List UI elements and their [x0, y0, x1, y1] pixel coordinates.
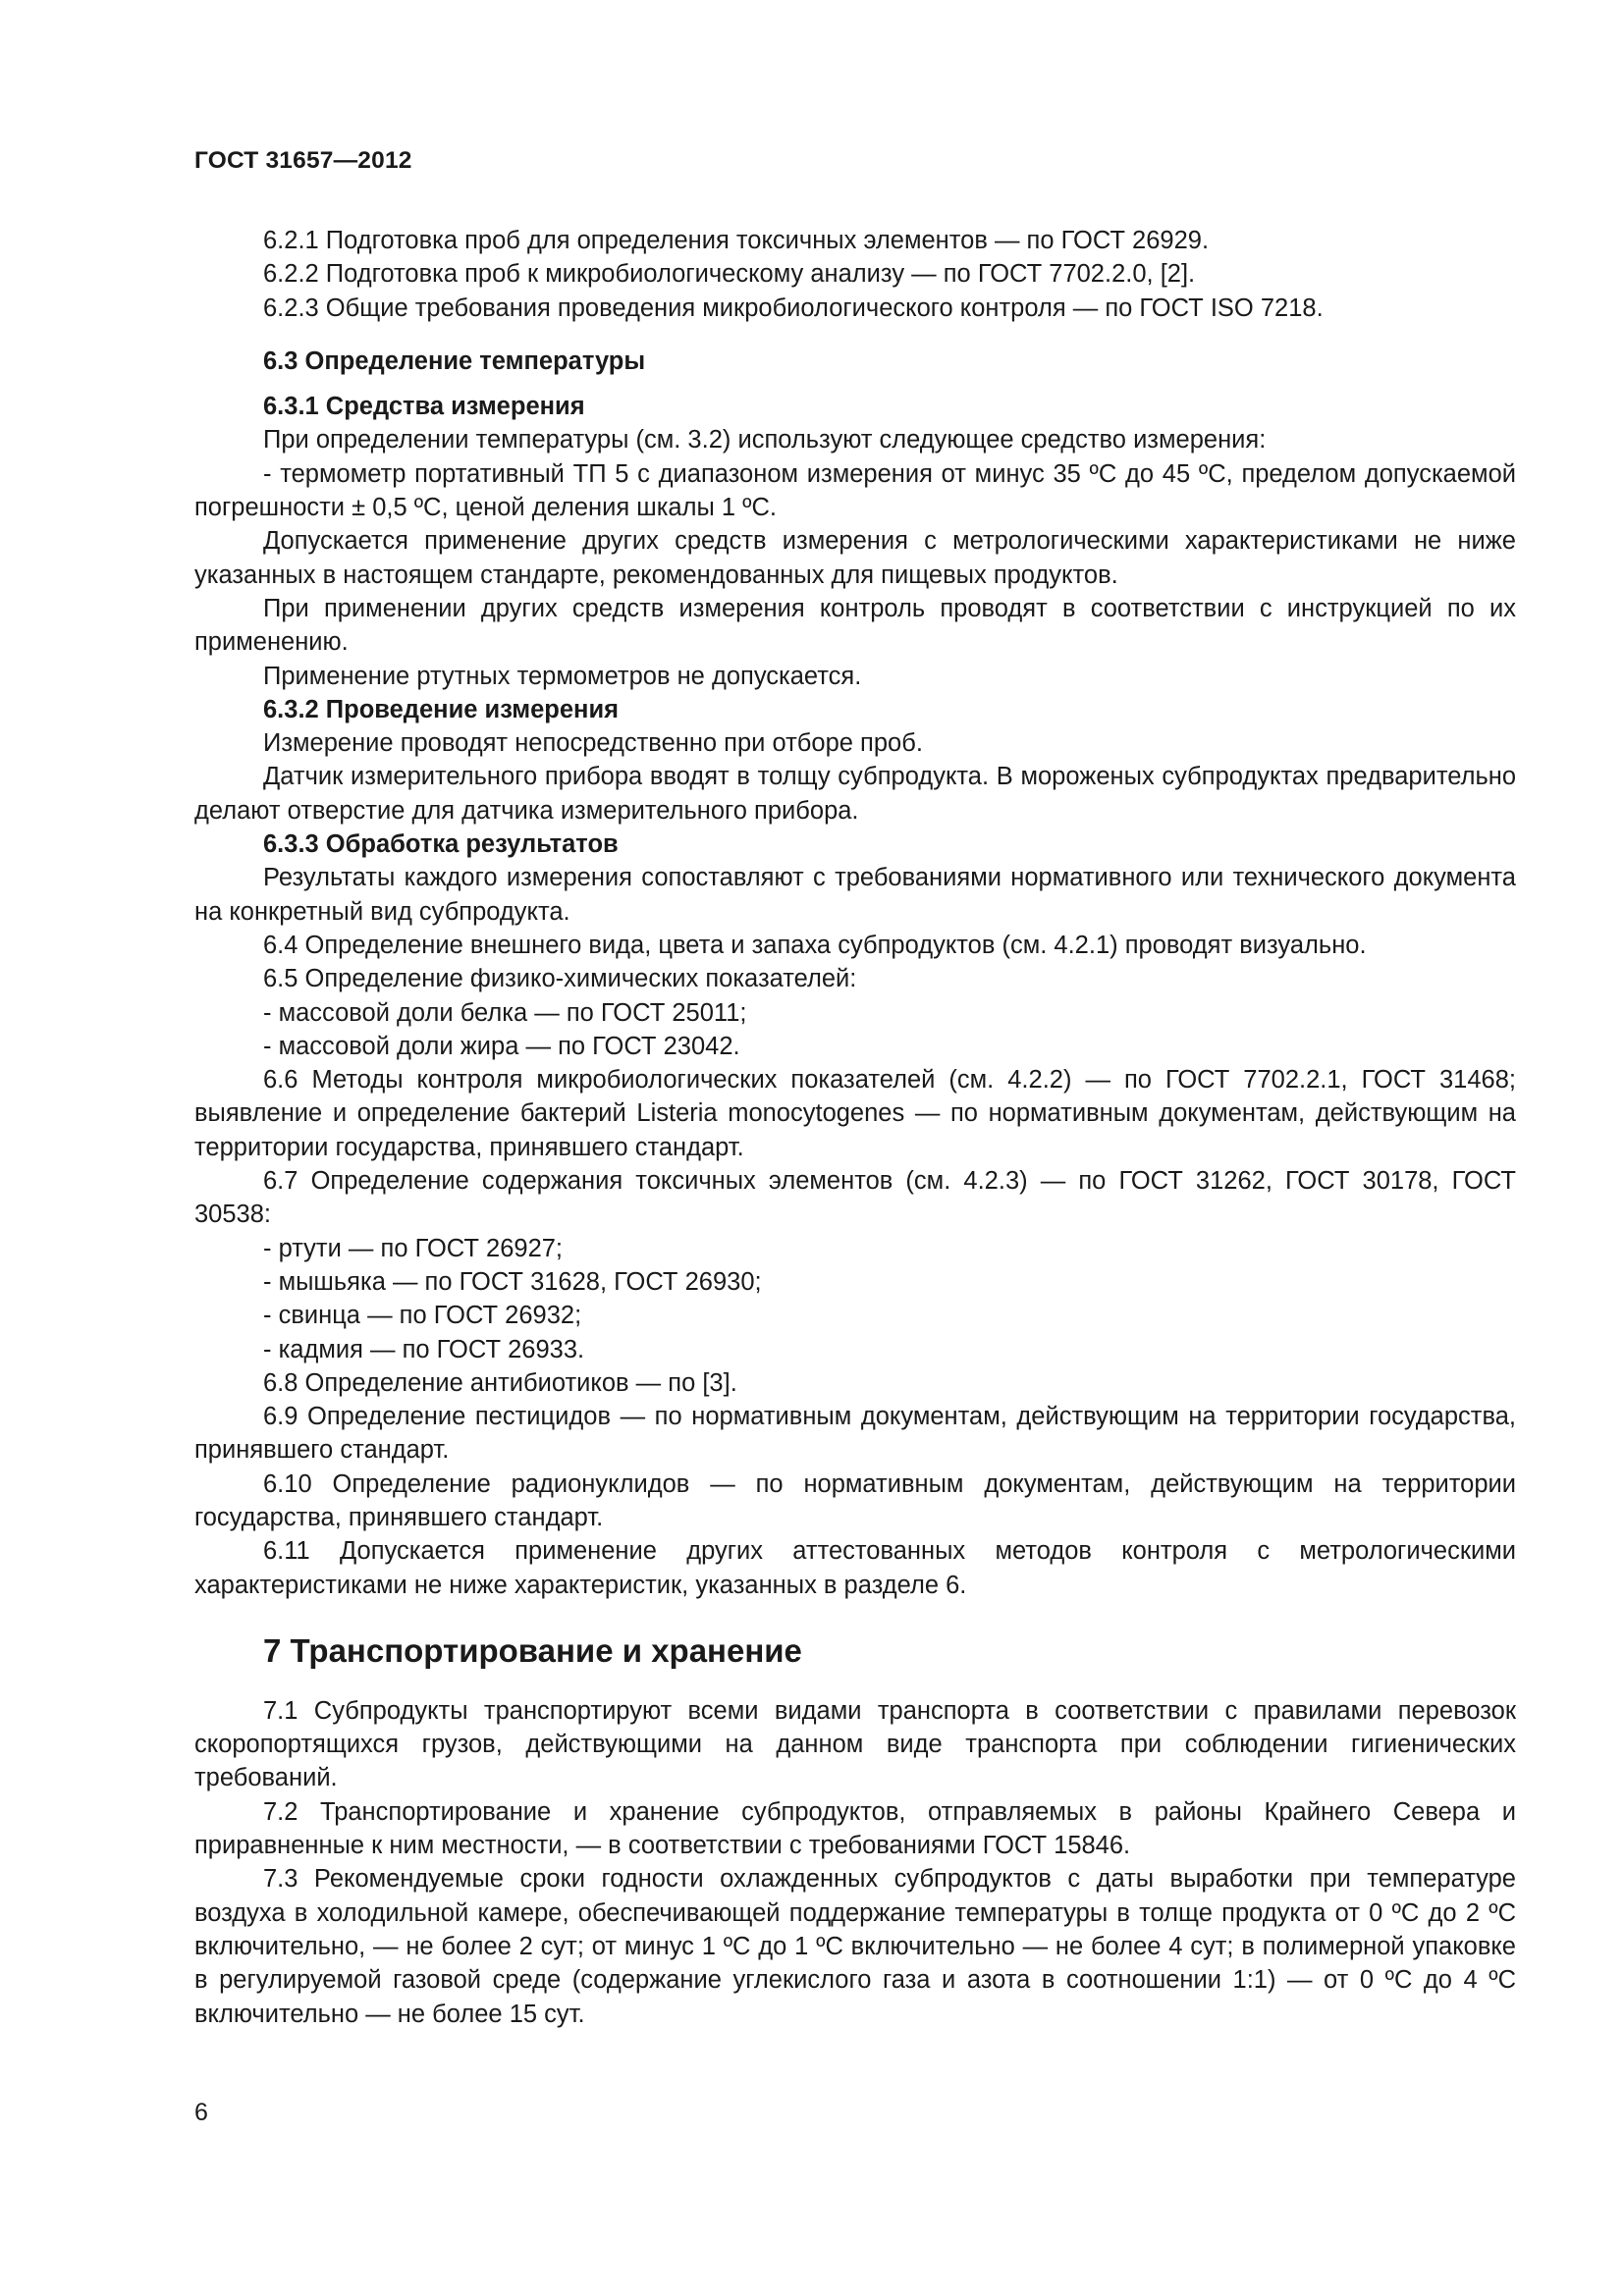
paragraph-6-2-2: 6.2.2 Подготовка проб к микробиологическому анализу — по ГОСТ 7702.2.0, [2]. — [263, 260, 1196, 289]
document-header: ГОСТ 31657—2012 — [194, 147, 412, 174]
paragraph-6-8: 6.8 Определение антибиотиков — по [3]. — [263, 1368, 737, 1397]
paragraph-6-6: 6.6 Методы контроля микробиологических показателей (см. 4.2.2) — по ГОСТ 7702.2.1, ГОСТ 31468; выявление и определение бактерий Listeria monocytogenes — по нормативным документам, действующим на территории государства, принявшего стандарт. — [194, 1066, 1516, 1161]
heading-6-3-2: 6.3.2 Проведение измерения — [263, 695, 619, 723]
paragraph-6-3-1-b: - термометр портативный ТП 5 с диапазоном измерения от минус 35 ºС до 45 ºС, пределом допускаемой погрешности ± 0,5 ºС, ценой деления шкалы 1 ºС. — [194, 459, 1516, 522]
heading-6-3: 6.3 Определение температуры — [263, 347, 646, 375]
list-item-6-7-a: - ртути — по ГОСТ 26927; — [263, 1234, 564, 1262]
paragraph-6-4: 6.4 Определение внешнего вида, цвета и запаха субпродуктов (см. 4.2.1) проводят визуально. — [263, 931, 1367, 959]
page-number: 6 — [194, 2099, 208, 2126]
paragraph-6-7: 6.7 Определение содержания токсичных элементов (см. 4.2.3) — по ГОСТ 31262, ГОСТ 30178, ГОСТ 30538: — [194, 1167, 1516, 1229]
paragraph-6-3-1-c: Допускается применение других средств измерения с метрологическими характеристиками не ниже указанных в настоящем стандарте, рекомендованных для пищевых продуктов. — [194, 527, 1516, 589]
list-item-6-7-b: - мышьяка — по ГОСТ 31628, ГОСТ 26930; — [263, 1267, 762, 1296]
paragraph-6-2-1: 6.2.1 Подготовка проб для определения токсичных элементов — по ГОСТ 26929. — [263, 227, 1210, 254]
paragraph-6-3-1-d: При применении других средств измерения контроль проводят в соответствии с инструкцией по их применению. — [194, 594, 1516, 657]
section-title-7: 7 Транспортирование и хранение — [263, 1631, 802, 1669]
document-body — [194, 224, 1516, 2031]
paragraph-6-2-3: 6.2.3 Общие требования проведения микробиологического контроля — по ГОСТ ISO 7218. — [263, 294, 1324, 322]
paragraph-6-3-1-a: При определении температуры (см. 3.2) используют следующее средство измерения: — [263, 426, 1267, 454]
heading-6-3-1: 6.3.1 Средства измерения — [263, 393, 585, 421]
list-item-6-7-d: - кадмия — по ГОСТ 26933. — [263, 1335, 585, 1363]
paragraph-6-9: 6.9 Определение пестицидов — по нормативным документам, действующим на территории государства, принявшего стандарт. — [194, 1403, 1516, 1465]
paragraph-6-3-1-e: Применение ртутных термометров не допускается. — [263, 662, 862, 690]
list-item-6-5-a: - массовой доли белка — по ГОСТ 25011; — [263, 998, 747, 1027]
paragraph-6-5: 6.5 Определение физико-химических показателей: — [263, 965, 857, 993]
paragraph-7-3: 7.3 Рекомендуемые сроки годности охлажденных субпродуктов с даты выработки при температуре воздуха в холодильной камере, обеспечивающей поддержание температуры в толще продукта от 0 ºС до 2 ºС включительно, — не более 2 сут; от минус 1 ºС до 1 ºС включительно — не более 4 сут; в полимерной упаковке в регулируемой газовой среде (содержание углекислого газа и азота в соотношении 1:1) — от 0 ºС до 4 ºС включительно — не более 15 сут. — [194, 1865, 1516, 2028]
paragraph-7-1: 7.1 Субпродукты транспортируют всеми видами транспорта в соответствии с правилами перевозок скоропортящихся грузов, действующими на данном виде транспорта при соблюдении гигиенических требований. — [194, 1696, 1516, 1792]
paragraph-6-3-2-b: Датчик измерительного прибора вводят в толщу субпродукта. В мороженых субпродуктах предварительно делают отверстие для датчика измерительного прибора. — [194, 763, 1516, 825]
paragraph-6-10: 6.10 Определение радионуклидов — по нормативным документам, действующим на территории государства, принявшего стандарт. — [194, 1469, 1516, 1531]
paragraph-6-11: 6.11 Допускается применение других аттестованных методов контроля с метрологическими характеристиками не ниже характеристик, указанных в разделе 6. — [194, 1537, 1516, 1599]
paragraph-7-2: 7.2 Транспортирование и хранение субпродуктов, отправляемых в районы Крайнего Севера и приравненные к ним местности, — в соответствии с требованиями ГОСТ 15846. — [194, 1797, 1516, 1860]
paragraph-6-3-3-a: Результаты каждого измерения сопоставляют с требованиями нормативного или технического документа на конкретный вид субпродукта. — [194, 864, 1516, 926]
paragraph-6-3-2-a: Измерение проводят непосредственно при отборе проб. — [263, 729, 923, 758]
heading-6-3-3: 6.3.3 Обработка результатов — [263, 830, 619, 859]
list-item-6-5-b: - массовой доли жира — по ГОСТ 23042. — [263, 1032, 740, 1060]
list-item-6-7-c: - свинца — по ГОСТ 26932; — [263, 1302, 582, 1330]
